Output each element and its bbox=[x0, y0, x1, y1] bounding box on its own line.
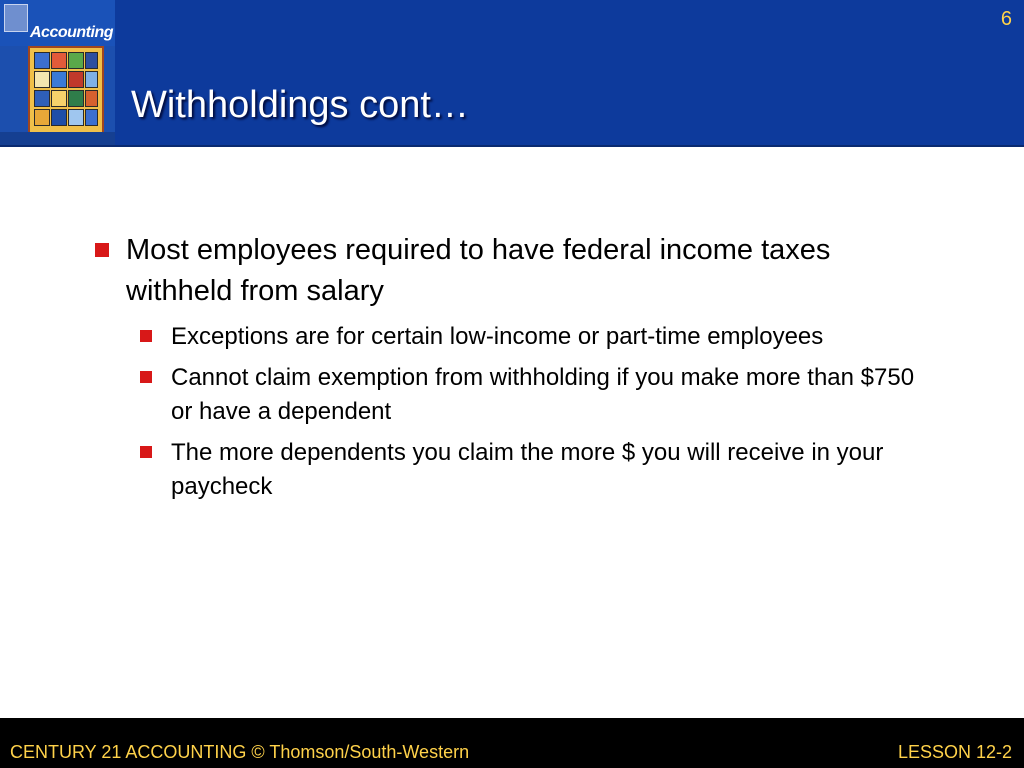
slide-title: Withholdings cont… bbox=[131, 84, 469, 126]
sub-bullet-text: Cannot claim exemption from withholding if you make more than $750 or have a dependent bbox=[171, 364, 915, 425]
textbook-cover-icon bbox=[0, 0, 115, 145]
footer-course-credit: CENTURY 21 ACCOUNTING © Thomson/South-Western bbox=[10, 742, 470, 762]
main-bullet-text: Most employees required to have federal income taxes withheld from salary bbox=[126, 234, 831, 307]
sub-bullet-text: Exceptions are for certain low-income or part-time employees bbox=[171, 323, 824, 350]
sub-bullet-text: The more dependents you claim the more $ you will receive in your paycheck bbox=[171, 439, 884, 500]
sub-bullet bbox=[135, 320, 940, 354]
main-bullet bbox=[90, 230, 940, 312]
square-bullet-icon bbox=[140, 446, 152, 458]
footer-lesson-number: LESSON 12-2 bbox=[897, 742, 1012, 762]
square-bullet-icon bbox=[140, 371, 152, 383]
slide-content bbox=[90, 230, 940, 511]
slide-footer bbox=[0, 718, 1024, 768]
sub-bullet-list bbox=[90, 320, 940, 504]
square-bullet-icon bbox=[95, 243, 109, 257]
slide-number: 6 bbox=[1000, 8, 1012, 30]
cover-illustration bbox=[28, 46, 104, 134]
sub-bullet bbox=[135, 361, 940, 429]
publisher-logo-icon bbox=[4, 4, 28, 32]
slide-header bbox=[0, 0, 1024, 147]
cover-title: Accounting bbox=[30, 24, 113, 41]
cover-bottom-band bbox=[0, 132, 115, 145]
square-bullet-icon bbox=[140, 330, 152, 342]
sub-bullet bbox=[135, 436, 940, 504]
